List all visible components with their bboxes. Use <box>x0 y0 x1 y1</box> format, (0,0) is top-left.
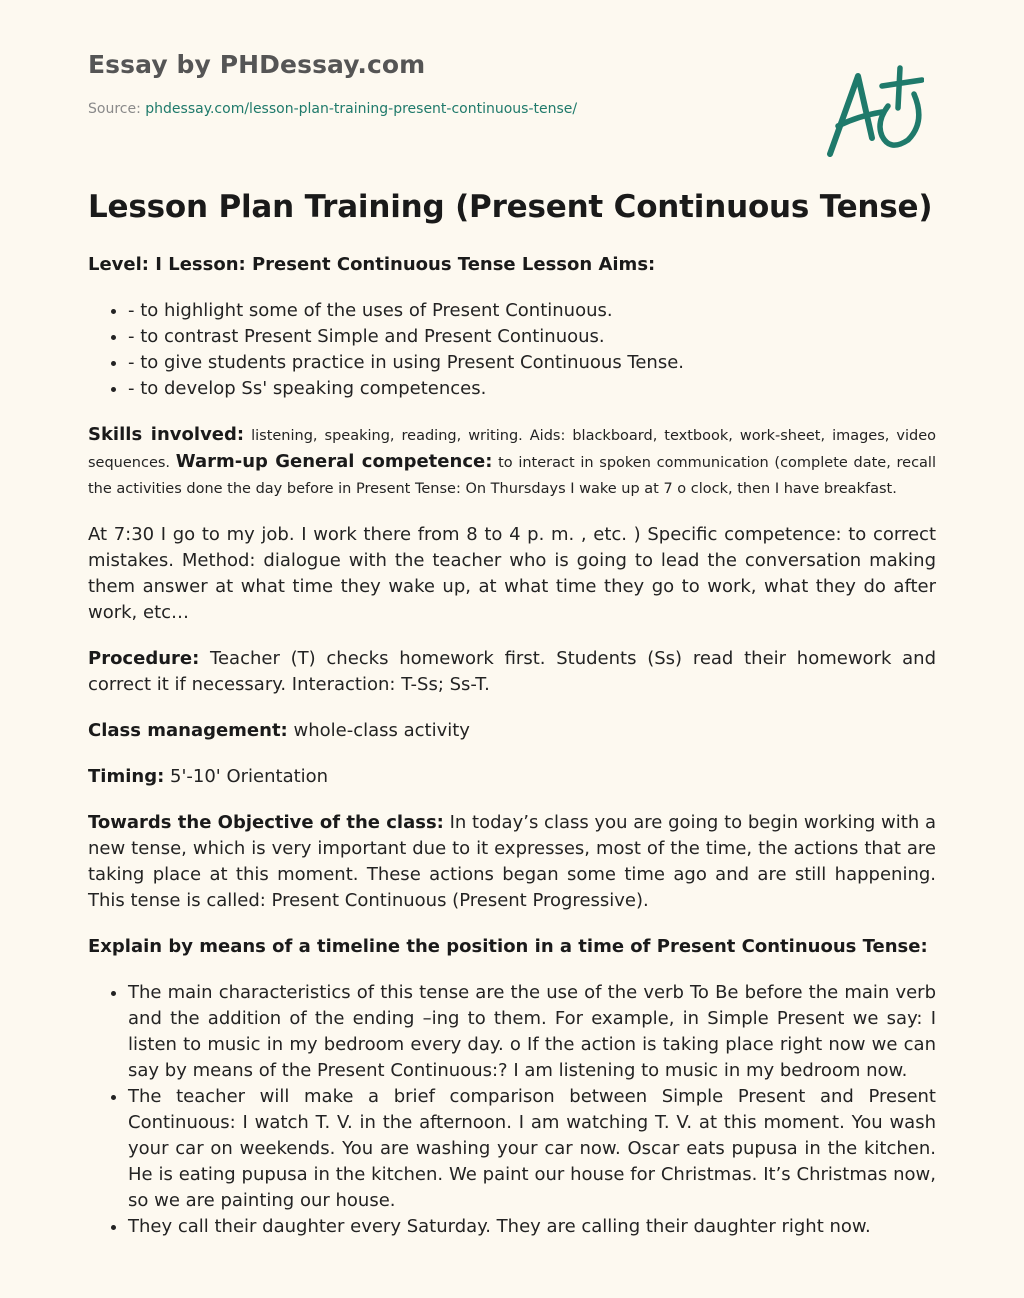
list-item: • They call their daughter every Saturday. They are calling their daughter right now. <box>128 1214 936 1240</box>
source-link[interactable]: phdessay.com/lesson-plan-training-present-continuous-tense/ <box>145 101 578 117</box>
list-item: • - to highlight some of the uses of Present Continuous. <box>128 298 936 324</box>
skills-paragraph: Skills involved: listening, speaking, reading, writing. Aids: blackboard, textbook, work-sheet, images, video sequences. Warm-up General competence: to interact in spoken communication (complete date, recall the activities done the day before in Present Tense: On Thursdays I wake up at 7 o clock, then I have breakfast. <box>88 424 936 497</box>
list-item: • The teacher will make a brief comparison between Simple Present and Present Continuous: I watch T. V. in the afternoon. I am watching T. V. at this moment. You wash your car on weekends. You are washing your car now. Oscar eats pupusa in the kitchen. He is eating pupusa in the kitchen. We paint our house for Christmas. It’s Christmas now, so we are painting our house. <box>128 1084 936 1214</box>
list-item: • - to give students practice in using Present Continuous Tense. <box>128 350 936 376</box>
source-label: Source: <box>88 101 146 117</box>
level-heading: Level: I Lesson: Present Continuous Tense Lesson Aims: <box>88 254 656 275</box>
list-item: • - to contrast Present Simple and Present Continuous. <box>128 324 936 350</box>
warmup-label: Warm-up General competence: <box>175 451 493 472</box>
class-management-paragraph: Class management: whole-class activity <box>88 720 470 741</box>
procedure-paragraph: Procedure: Teacher (T) checks homework first. Students (Ss) read their homework and correct it if necessary. Interaction: T-Ss; Ss-T. <box>88 648 936 695</box>
source-line <box>88 101 577 117</box>
paragraph: At 7:30 I go to my job. I work there from 8 to 4 p. m. , etc. ) Specific competence: to correct mistakes. Method: dialogue with the teacher who is going to lead the conversation making them answer at what time they wake up, at what time they go to work, what they do after work, etc… <box>88 524 936 623</box>
list-item: • The main characteristics of this tense are the use of the verb To Be before the main verb and the addition of the ending –ing to them. For example, in Simple Present we say: I listen to music in my bedroom every day. o If the action is taking place right now we can say by means of the Present Continuous:? I am listening to music in my bedroom now. <box>128 980 936 1084</box>
timeline-heading: Explain by means of a timeline the position in a time of Present Continuous Tense: <box>88 936 928 957</box>
list-item: • - to develop Ss' speaking competences. <box>128 376 936 402</box>
a-plus-logo-icon <box>824 62 924 162</box>
skills-label: Skills involved: <box>88 424 245 445</box>
document-title: Lesson Plan Training (Present Continuous Tense) <box>88 189 933 225</box>
objective-paragraph: Towards the Objective of the class: In today’s class you are going to begin working with a new tense, which is very important due to it expresses, most of the time, the actions that are taking place at this moment. These actions began some time ago and are still happening. This tense is called: Present Continuous (Present Progressive). <box>88 812 936 911</box>
timing-paragraph: Timing: 5'-10' Orientation <box>88 766 329 787</box>
examples-list <box>88 980 936 1240</box>
aims-list <box>88 298 936 402</box>
document-body <box>88 252 936 1260</box>
site-brand[interactable]: Essay by PHDessay.com <box>88 50 426 79</box>
